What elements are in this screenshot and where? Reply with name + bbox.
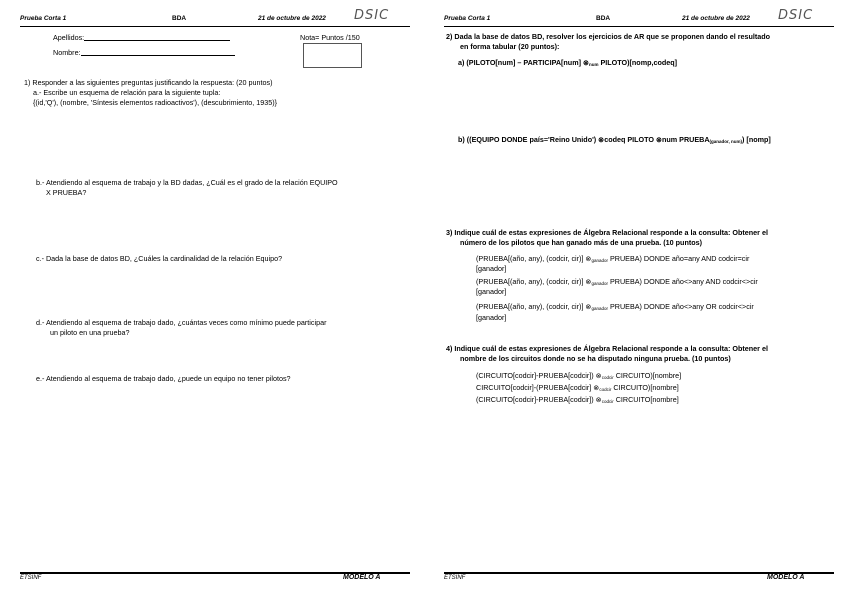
- model-label: MODELO A: [343, 574, 381, 581]
- q3-option3: (PRUEBA[(año, any), (codcir, cir)] $\otimes_{ganador}$ PRUEBA) DONDE año<>any OR codcir<>cir: [476, 302, 754, 311]
- q4-option2: CIRCUITO[codcir]-(PRUEBA[codcir] $\otimes_{codcir}$ CIRCUITO)[nombre]: [476, 383, 679, 392]
- dsic-logo: DSIC: [778, 8, 814, 23]
- name-label: Nombre:: [53, 48, 81, 57]
- dsic-logo: DSIC: [354, 8, 390, 23]
- q3-option3-cont: [ganador]: [476, 313, 507, 322]
- q3-option1: (PRUEBA[(año, any), (codcir, cir)] $\otimes_{ganador}$ PRUEBA) DONDE año=any AND codcir=cir: [476, 254, 750, 263]
- q4-option3: (CIRCUITO[codcir]-PRUEBA[codcir]) $\otimes_{codcir}$ CIRCUITO[nombre]: [476, 395, 679, 404]
- q2-line1: 2) Dada la base de datos BD, resolver los ejercicios de AR que se proponen dando el resultado: [446, 32, 771, 41]
- subject-label: BDA: [596, 15, 611, 22]
- grade-box[interactable]: [303, 43, 362, 68]
- q1-intro: 1) Responder a las siguientes preguntas justificando la respuesta: (20 puntos): [24, 78, 273, 87]
- q3-option1-cont: [ganador]: [476, 264, 507, 273]
- grade-label: Nota= Puntos /150: [300, 33, 360, 42]
- q1e: e.- Atendiendo al esquema de trabajo dado, ¿puede un equipo no tener pilotos?: [36, 374, 291, 383]
- surname-field[interactable]: [53, 33, 230, 43]
- q4-line1: 4) Indique cuál de estas expresiones de Álgebra Relacional responde a la consulta: Obtener el: [446, 344, 768, 353]
- q3-option2-cont: [ganador]: [476, 287, 507, 296]
- page-header: [20, 10, 404, 26]
- q2b: b) ((EQUIPO DONDE país='Reino Unido') ⊗codeq PILOTO ⊗num $PRUEBA_{(ganador, num)}$) [nomp]: [458, 135, 771, 144]
- q1b-line2: X PRUEBA?: [46, 188, 87, 197]
- q4-option1: (CIRCUITO[codcir]-PRUEBA[codcir]) $\otimes_{codcir}$ CIRCUITO)[nombre]: [476, 371, 682, 380]
- q2-line2: en forma tabular (20 puntos):: [460, 42, 560, 51]
- q3-line1: 3) Indique cuál de estas expresiones de Álgebra Relacional responde a la consulta: Obtener el: [446, 228, 768, 237]
- course-label: Prueba Corta 1: [20, 15, 67, 22]
- header-divider: [20, 26, 410, 27]
- page-footer: [20, 575, 404, 581]
- model-label: MODELO A: [767, 574, 805, 581]
- school-label: ETSINF: [20, 575, 42, 581]
- name-field[interactable]: [53, 48, 235, 58]
- q1d-line1: d.- Atendiendo al esquema de trabajo dado, ¿cuántas veces como mínimo puede participar: [36, 318, 327, 327]
- q1a-line2: {(id,'Q'), (nombre, 'Síntesis elementos radioactivos'), (descubrimiento, 1935)}: [33, 98, 277, 107]
- q1a-line1: a.- Escribe un esquema de relación para la siguiente tupla:: [33, 88, 221, 97]
- name-underline: [81, 48, 235, 56]
- q1d-line2: un piloto en una prueba?: [50, 328, 130, 337]
- q2a: a) (PILOTO[num] – PARTICIPA[num] $\otimes_{num}$ PILOTO)[nomp,codeq]: [458, 58, 678, 67]
- surname-label: Apellidos:: [53, 33, 85, 42]
- course-label: Prueba Corta 1: [444, 15, 491, 22]
- exam-date: 21 de octubre de 2022: [258, 15, 326, 22]
- q1b-line1: b.- Atendiendo al esquema de trabajo y la BD dadas, ¿Cuál es el grado de la relación EQUIPO: [36, 178, 338, 187]
- page-header: [444, 10, 828, 26]
- surname-underline: [84, 33, 230, 41]
- school-label: ETSINF: [444, 575, 466, 581]
- exam-date: 21 de octubre de 2022: [682, 15, 750, 22]
- subject-label: BDA: [172, 15, 187, 22]
- page-footer: [444, 575, 828, 581]
- header-divider: [444, 26, 834, 27]
- q3-option2: (PRUEBA[(año, any), (codcir, cir)] $\otimes_{ganador}$ PRUEBA) DONDE año<>any AND codcir<>cir: [476, 277, 758, 286]
- q3-line2: número de los pilotos que han ganado más de una prueba. (10 puntos): [460, 238, 703, 247]
- q1c: c.- Dada la base de datos BD, ¿Cuáles la cardinalidad de la relación Equipo?: [36, 254, 283, 263]
- q4-line2: nombre de los circuitos donde no se ha disputado ninguna prueba. (10 puntos): [460, 354, 731, 363]
- right-page: [424, 0, 848, 599]
